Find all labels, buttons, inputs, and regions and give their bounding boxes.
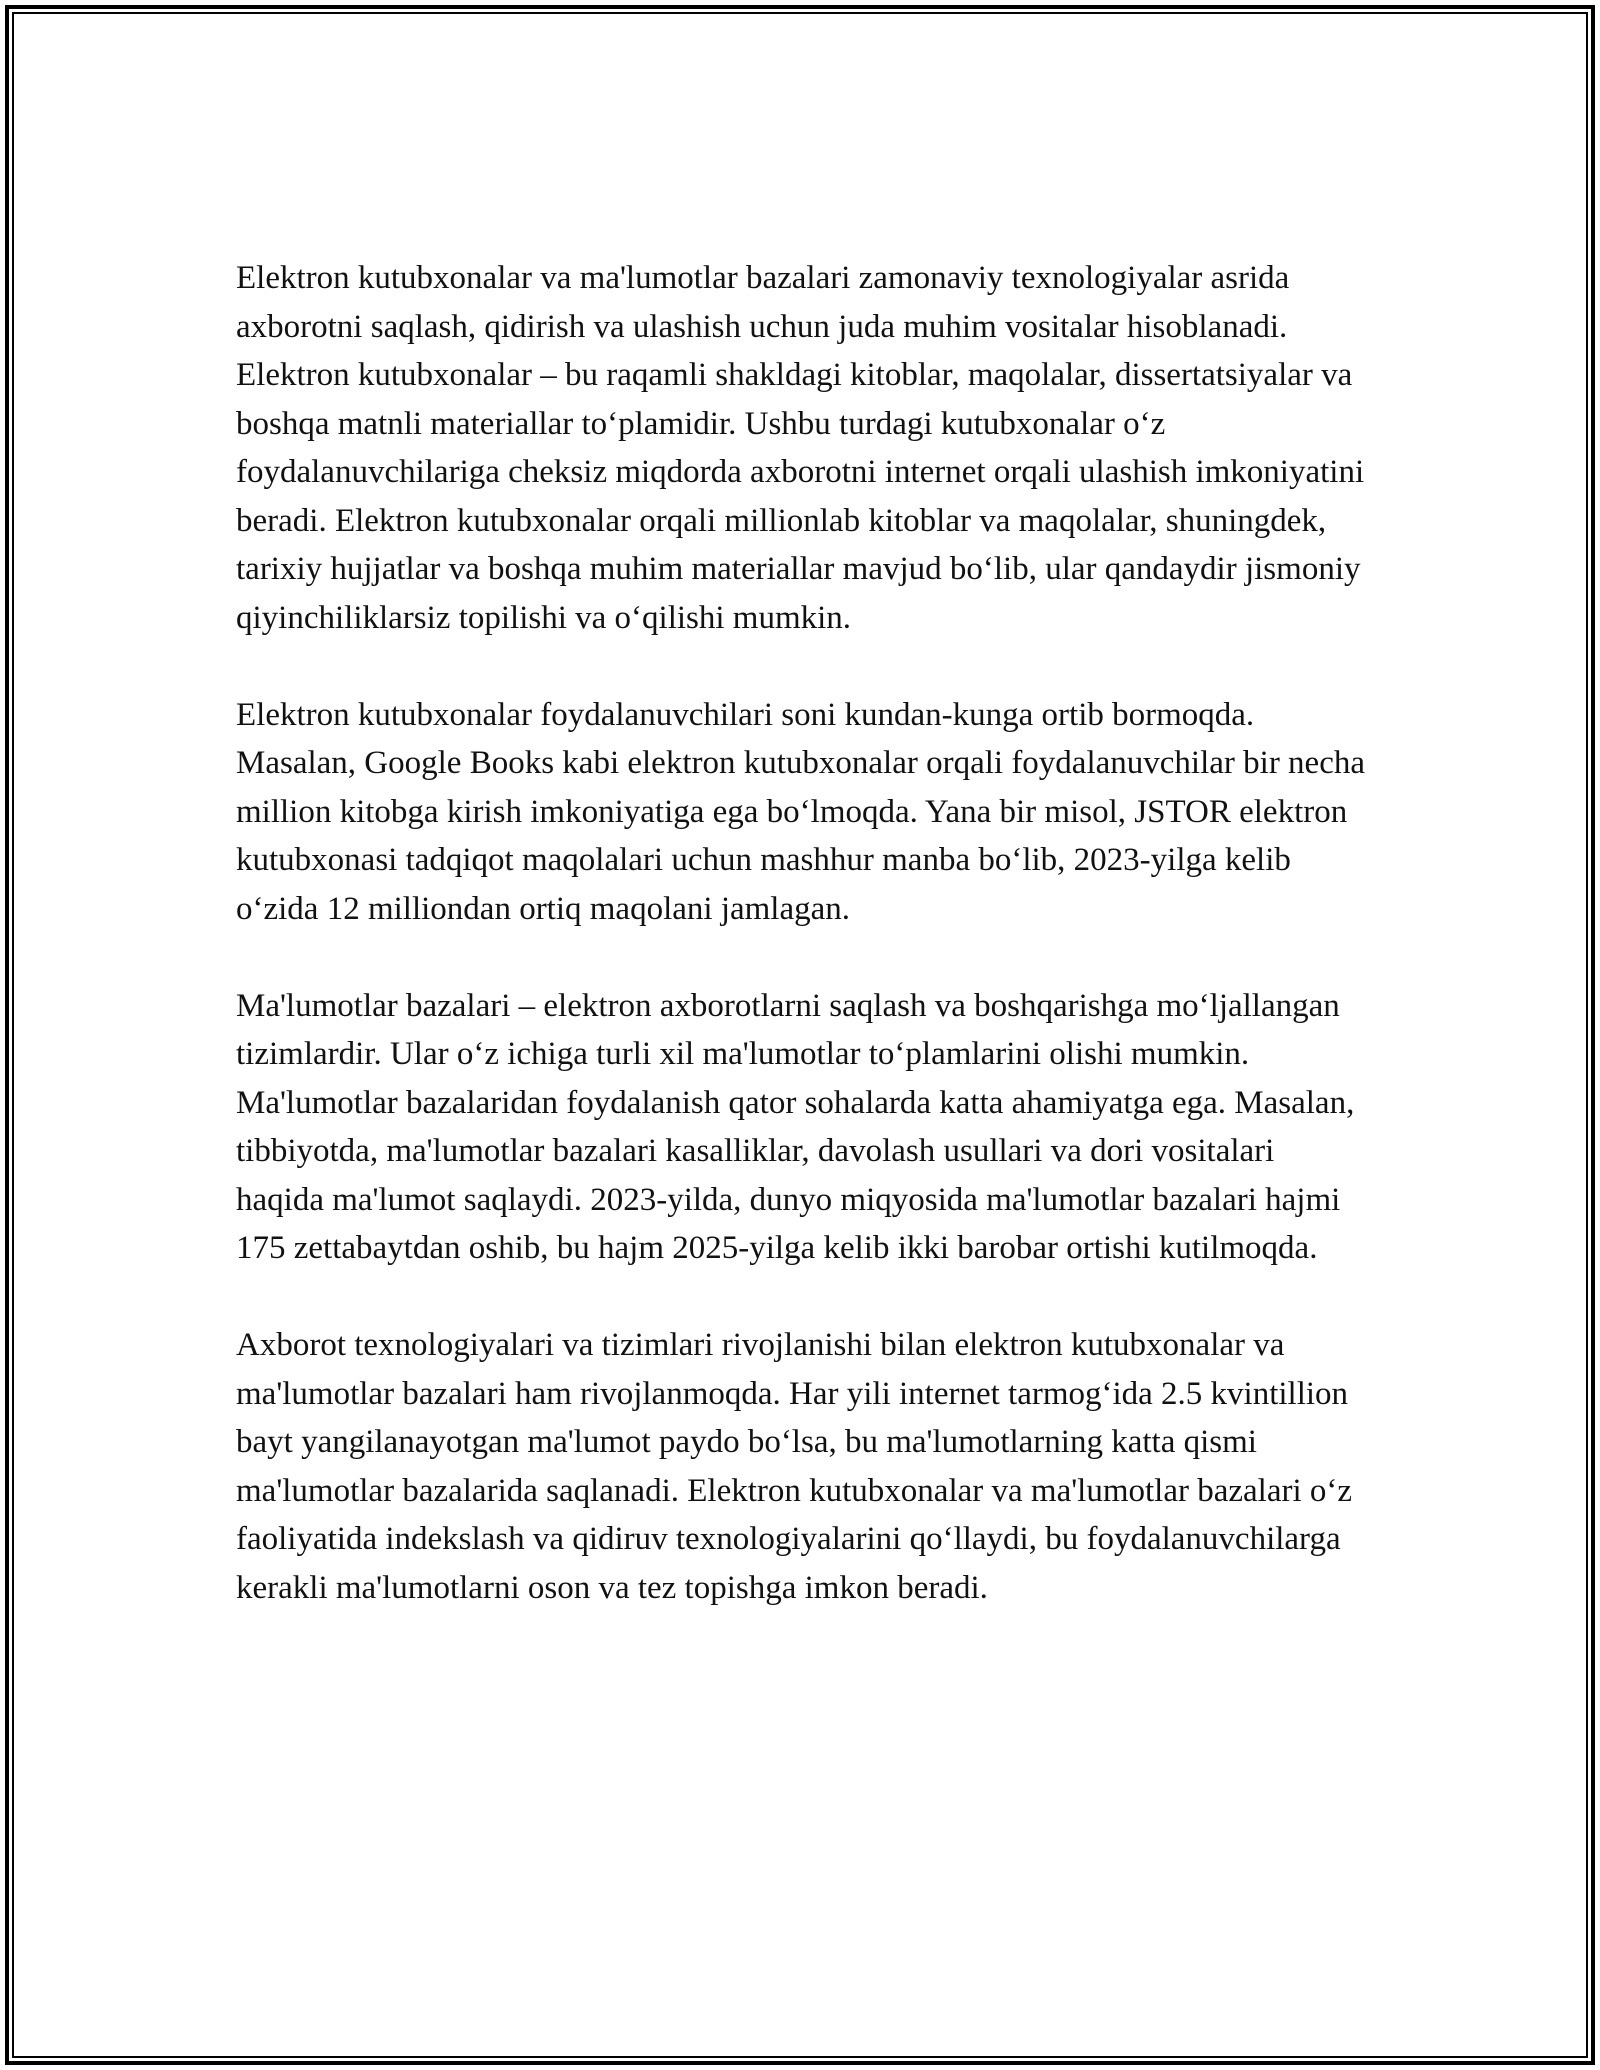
paragraph-4: Axborot texnologiyalari va tizimlari rivojlanishi bilan elektron kutubxonalar va ma'lumotlar bazalari ham rivojlanmoqda. Har yili internet tarmogʻida 2.5 kvintillion bayt yangilanayotgan ma'lumot paydo boʻlsa, bu ma'lumotlarning katta qismi ma'lumotlar bazalarida saqlanadi. Elektron kutubxonalar va ma'lumotlar bazalari oʻz faoliyatida indekslash va qidiruv texnologiyalarini qoʻllaydi, bu foydalanuvchilarga kerakli ma'lumotlarni oson va tez topishga imkon beradi. [236,1327,1353,1606]
paragraph-1: Elektron kutubxonalar va ma'lumotlar bazalari zamonaviy texnologiyalar asrida axborotni saqlash, qidirish va ulashish uchun juda muhim vositalar hisoblanadi. Elektron kutubxonalar – bu raqamli shakldagi kitoblar, maqolalar, dissertatsiyalar va boshqa matnli materiallar toʻplamidir. Ushbu turdagi kutubxonalar oʻz foydalanuvchilariga cheksiz miqdorda axborotni internet orqali ulashish imkoniyatini beradi. Elektron kutubxonalar orqali millionlab kitoblar va maqolalar, shuningdek, tarixiy hujjatlar va boshqa muhim materiallar mavjud boʻlib, ular qandaydir jismoniy qiyinchiliklarsiz topilishi va oʻqilishi mumkin. [236,260,1365,636]
paragraph-3: Ma'lumotlar bazalari – elektron axborotlarni saqlash va boshqarishga moʻljallangan tizimlardir. Ular oʻz ichiga turli xil ma'lumotlar toʻplamlarini olishi mumkin. Ma'lumotlar bazalaridan foydalanish qator sohalarda katta ahamiyatga ega. Masalan, tibbiyotda, ma'lumotlar bazalari kasalliklar, davolash usullari va dori vositalari haqida ma'lumot saqlaydi. 2023-yilda, dunyo miqyosida ma'lumotlar bazalari hajmi 175 zettabaytdan oshib, bu hajm 2025-yilga kelib ikki barobar ortishi kutilmoqda. [236,987,1355,1266]
document-body [236,254,1366,1612]
paragraph-2: Elektron kutubxonalar foydalanuvchilari soni kundan-kunga ortib bormoqda. Masalan, Google Books kabi elektron kutubxonalar orqali foydalanuvchilar bir necha million kitobga kirish imkoniyatiga ega boʻlmoqda. Yana bir misol, JSTOR elektron kutubxonasi tadqiqot maqolalari uchun mashhur manba boʻlib, 2023-yilga kelib oʻzida 12 milliondan ortiq maqolani jamlagan. [236,696,1365,927]
